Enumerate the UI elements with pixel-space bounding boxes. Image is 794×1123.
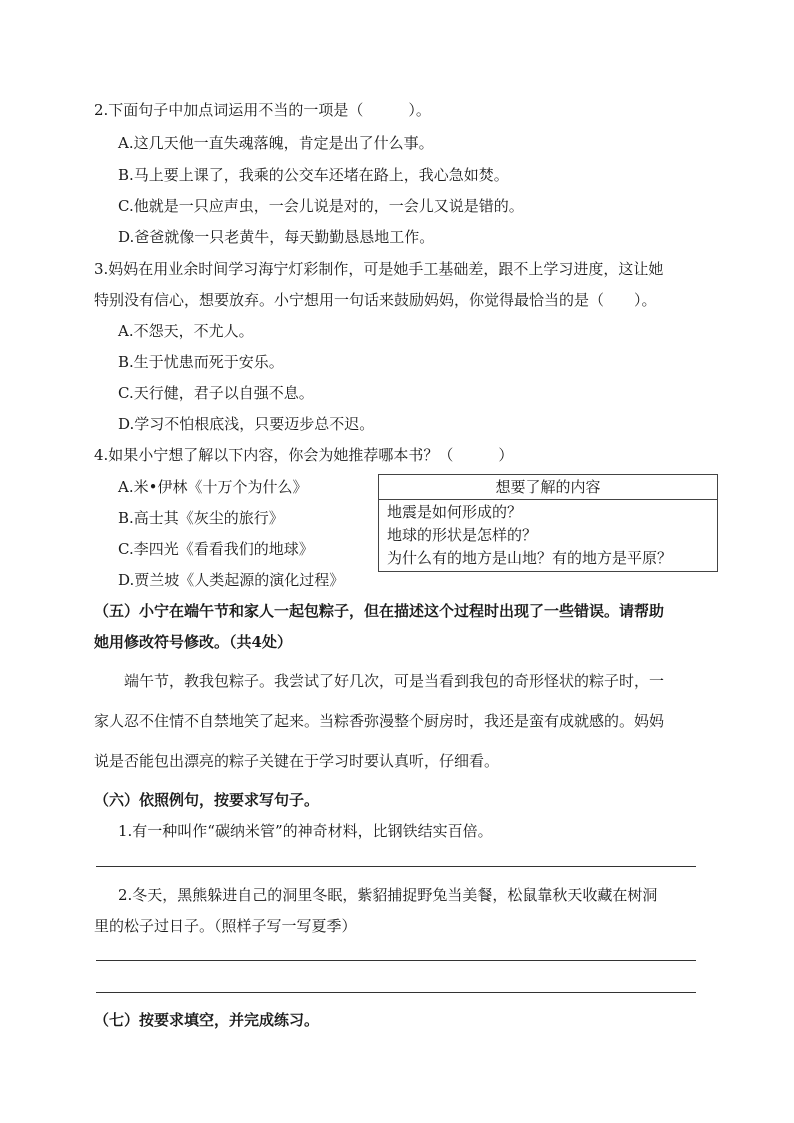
q4-stem: 4.如果小宁想了解以下内容，你会为她推荐哪本书？（ ） [94,446,514,464]
q4-option-d: D.贾兰坡《人类起源的演化过程》 [118,571,345,589]
content-box-item: 地震是如何形成的？ [387,503,523,521]
content-box-item: 地球的形状是怎样的？ [387,526,538,544]
answer-line[interactable] [96,866,696,867]
section5-paragraph-line1: 端午节，教我包粽子。我尝试了好几次，可是当看到我包的奇形怪状的粽子时，一 [124,672,665,690]
content-box [378,474,718,572]
section5-paragraph-line3: 说是否能包出漂亮的粽子关键在于学习时要认真听，仔细看。 [94,752,500,770]
q2-option-d: D.爸爸就像一只老黄牛，每天勤勤恳恳地工作。 [118,228,435,246]
q3-option-d: D.学习不怕根底浅，只要迈步总不迟。 [118,415,375,433]
q2-option-c: C.他就是一只应声虫，一会儿说是对的，一会儿又说是错的。 [118,197,524,215]
q2-option-a: A.这几天他一直失魂落魄，肯定是出了什么事。 [118,134,434,152]
section6-item2-line2: 里的松子过日子。（照样子写一写夏季） [94,917,357,935]
content-box-title: 想要了解的内容 [379,475,717,500]
section6-item1: 1.有一种叫作“碳纳米管”的神奇材料，比钢铁结实百倍。 [118,822,493,840]
q3-option-b: B.生于忧患而死于安乐。 [118,353,284,371]
section6-item2-line1: 2.冬天，黑熊躲进自己的洞里冬眠，紫貂捕捉野兔当美餐，松鼠靠秋天收藏在树洞 [118,886,658,904]
section5-heading-line1: （五）小宁在端午节和家人一起包粽子，但在描述这个过程时出现了一些错误。请帮助 [94,602,665,620]
q2-option-b: B.马上要上课了，我乘的公交车还堵在路上，我心急如焚。 [118,166,509,184]
section7-heading: （七）按要求填空，并完成练习。 [94,1011,320,1029]
answer-line[interactable] [96,992,696,993]
q4-option-c: C.李四光《看看我们的地球》 [118,540,314,558]
section6-heading: （六）依照例句，按要求写句子。 [94,791,320,809]
q2-stem: 2.下面句子中加点词运用不当的一项是（ ）。 [94,101,431,119]
answer-line[interactable] [96,960,696,961]
q3-option-c: C.天行健，君子以自强不息。 [118,384,314,402]
q3-stem-line1: 3.妈妈在用业余时间学习海宁灯彩制作，可是她手工基础差，跟不上学习进度，这让她 [94,260,664,278]
q3-option-a: A.不怨天，不尤人。 [118,322,254,340]
content-box-item: 为什么有的地方是山地？有的地方是平原？ [387,549,673,567]
q4-option-b: B.高士其《灰尘的旅行》 [118,509,284,527]
section5-paragraph-line2: 家人忍不住情不自禁地笑了起来。当粽香弥漫整个厨房时，我还是蛮有成就感的。妈妈 [94,712,665,730]
q3-stem-line2: 特别没有信心，想要放弃。小宁想用一句话来鼓励妈妈，你觉得最恰当的是（ ）。 [94,291,657,309]
q4-option-a: A.米•伊林《十万个为什么》 [118,478,308,496]
section5-heading-line2: 她用修改符号修改。（共4处） [94,633,292,651]
